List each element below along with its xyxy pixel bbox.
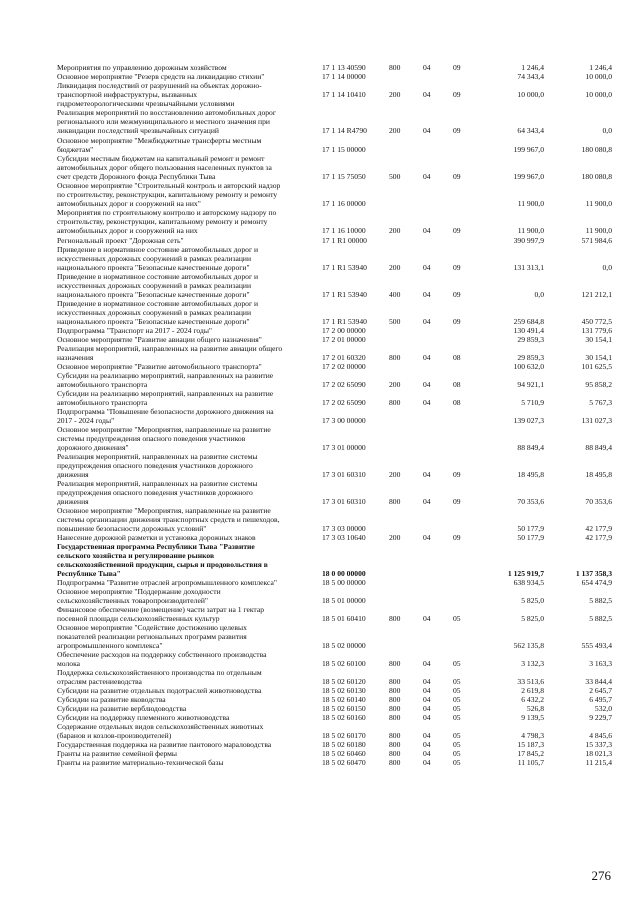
- amount-year-1: 562 135,8: [513, 641, 544, 650]
- subsection-code: 05: [453, 740, 461, 749]
- amount-year-1: 11 900,0: [517, 226, 544, 235]
- amount-year-2: 1 246,4: [589, 63, 612, 72]
- amount-year-2: 4 845,6: [589, 731, 612, 740]
- amount-year-2: 5 882,5: [589, 614, 612, 623]
- row-name: Обеспечение расходов на поддержку собственного производства молока: [57, 650, 267, 668]
- subsection-code: 05: [453, 614, 461, 623]
- row-name: Гранты на развитие семейной фермы: [57, 749, 178, 758]
- section-code: 04: [423, 380, 431, 389]
- row-name: Приведение в нормативное состояние автомобильных дорог и искусственных дорожных сооружений в рамках реализации национального проекта "Безопасные качественные дороги": [57, 299, 259, 326]
- target-article-code: 18 5 01 60410: [322, 614, 366, 623]
- amount-year-1: 526,8: [526, 704, 544, 713]
- amount-year-1: 9 139,5: [521, 713, 544, 722]
- row-name: Государственная поддержка на развитие пантового мараловодства: [57, 740, 272, 749]
- subsection-code: 05: [453, 686, 461, 695]
- row-name: Субсидии на развитие отдельных подотраслей животноводства: [57, 686, 262, 695]
- amount-year-2: 70 353,6: [585, 497, 612, 506]
- section-code: 04: [423, 614, 431, 623]
- target-article-code: 18 5 02 60460: [322, 749, 366, 758]
- amount-year-1: 17 845,2: [517, 749, 544, 758]
- amount-year-1: 70 353,6: [517, 497, 544, 506]
- target-article-code: 17 1 14 10410: [322, 90, 366, 99]
- subsection-code: 09: [453, 290, 461, 299]
- expense-type-code: 800: [389, 614, 401, 623]
- amount-year-1: 259 684,8: [513, 317, 544, 326]
- target-article-code: 18 5 02 60150: [322, 704, 366, 713]
- expense-type-code: 800: [389, 398, 401, 407]
- expense-type-code: 500: [389, 172, 401, 181]
- amount-year-2: 10 000,0: [585, 90, 612, 99]
- section-code: 04: [423, 126, 431, 135]
- row-name: Субсидии местным бюджетам на капитальный ремонт и ремонт автомобильных дорог общего пользования населенных пунктов за счет средств Дорожного фонда Республики Тыва: [57, 154, 272, 181]
- expense-type-code: 800: [389, 686, 401, 695]
- amount-year-1: 100 632,0: [513, 362, 544, 371]
- amount-year-2: 0,0: [602, 263, 612, 272]
- row-name: Подпрограмма "Развитие отраслей агропромышленного комплекса": [57, 578, 277, 587]
- row-name: Финансовое обеспечение (возмещение) части затрат на 1 гектар посевной площади сельскохозяйственных культур: [57, 605, 265, 623]
- amount-year-2: 180 080,8: [581, 172, 612, 181]
- amount-year-1: 199 967,0: [513, 172, 544, 181]
- amount-year-2: 33 844,4: [585, 677, 612, 686]
- amount-year-1: 1 246,4: [521, 63, 544, 72]
- subsection-code: 05: [453, 659, 461, 668]
- row-name: Реализация мероприятий, направленных на развитие системы предупреждения опасного поведения участников дорожного движения: [57, 452, 258, 479]
- amount-year-1: 130 491,4: [513, 326, 544, 335]
- section-code: 04: [423, 740, 431, 749]
- row-name: Основное мероприятие "Межбюджетные трансферты местным бюджетам": [57, 136, 262, 154]
- target-article-code: 17 1 14 00000: [322, 72, 366, 81]
- amount-year-2: 131 027,3: [581, 416, 612, 425]
- subsection-code: 09: [453, 226, 461, 235]
- section-code: 04: [423, 695, 431, 704]
- section-code: 04: [423, 497, 431, 506]
- amount-year-2: 3 163,3: [589, 659, 612, 668]
- target-article-code: 17 1 R1 00000: [322, 236, 367, 245]
- amount-year-2: 30 154,1: [585, 335, 612, 344]
- expense-type-code: 800: [389, 740, 401, 749]
- amount-year-2: 95 858,2: [585, 380, 612, 389]
- amount-year-1: 15 187,3: [517, 740, 544, 749]
- expense-type-code: 800: [389, 731, 401, 740]
- subsection-code: 09: [453, 263, 461, 272]
- target-article-code: 17 2 00 00000: [322, 326, 366, 335]
- amount-year-1: 64 343,4: [517, 126, 544, 135]
- amount-year-2: 42 177,9: [585, 524, 612, 533]
- amount-year-2: 30 154,1: [585, 353, 612, 362]
- row-name: Нанесение дорожной разметки и установка дорожных знаков: [57, 533, 256, 542]
- row-name: Гранты на развитие материально-технической базы: [57, 758, 224, 767]
- section-code: 04: [423, 353, 431, 362]
- row-name: Содержание отдельных видов сельскохозяйственных животных (баранов и козлов-производителей): [57, 722, 264, 740]
- amount-year-2: 180 080,8: [581, 145, 612, 154]
- target-article-code: 18 5 02 00000: [322, 641, 366, 650]
- target-article-code: 18 5 01 00000: [322, 596, 366, 605]
- subsection-code: 05: [453, 758, 461, 767]
- amount-year-2: 121 212,1: [581, 290, 612, 299]
- target-article-code: 18 5 02 60170: [322, 731, 366, 740]
- expense-type-code: 200: [389, 90, 401, 99]
- amount-year-1: 5 825,0: [521, 614, 544, 623]
- amount-year-1: 4 798,3: [521, 731, 544, 740]
- amount-year-1: 33 513,6: [517, 677, 544, 686]
- amount-year-2: 532,0: [594, 704, 612, 713]
- amount-year-1: 50 177,9: [517, 533, 544, 542]
- target-article-code: 17 1 16 00000: [322, 199, 366, 208]
- target-article-code: 17 3 03 00000: [322, 524, 366, 533]
- section-code: 04: [423, 317, 431, 326]
- expense-type-code: 200: [389, 533, 401, 542]
- amount-year-1: 638 934,5: [513, 578, 544, 587]
- expense-type-code: 400: [389, 290, 401, 299]
- target-article-code: 17 2 02 00000: [322, 362, 366, 371]
- expense-type-code: 200: [389, 226, 401, 235]
- target-article-code: 17 3 00 00000: [322, 416, 366, 425]
- amount-year-2: 11 900,0: [585, 199, 612, 208]
- row-name: Подпрограмма "Повышение безопасности дорожного движения на 2017 - 2024 годы": [57, 407, 274, 425]
- amount-year-1: 3 132,3: [521, 659, 544, 668]
- target-article-code: 17 3 01 60310: [322, 470, 366, 479]
- row-name: Основное мероприятие "Развитие автомобильного транспорта": [57, 362, 262, 371]
- target-article-code: 17 3 01 60310: [322, 497, 366, 506]
- row-name: Основное мероприятие "Поддержание доходности сельскохозяйственных товаропроизводителей": [57, 587, 221, 605]
- expense-type-code: 800: [389, 677, 401, 686]
- amount-year-1: 131 313,1: [513, 263, 544, 272]
- section-code: 04: [423, 533, 431, 542]
- amount-year-1: 199 967,0: [513, 145, 544, 154]
- amount-year-2: 1 137 358,3: [575, 569, 612, 578]
- amount-year-1: 139 027,3: [513, 416, 544, 425]
- section-code: 04: [423, 290, 431, 299]
- row-name: Подпрограмма "Транспорт на 2017 - 2024 годы": [57, 326, 213, 335]
- expense-type-code: 200: [389, 470, 401, 479]
- target-article-code: 18 5 02 60100: [322, 659, 366, 668]
- amount-year-1: 11 900,0: [517, 199, 544, 208]
- target-article-code: 17 1 16 10000: [322, 226, 366, 235]
- section-code: 04: [423, 398, 431, 407]
- target-article-code: 18 5 02 60120: [322, 677, 366, 686]
- subsection-code: 08: [453, 380, 461, 389]
- target-article-code: 18 5 02 60130: [322, 686, 366, 695]
- target-article-code: 17 1 13 40590: [322, 63, 366, 72]
- amount-year-2: 6 495,7: [589, 695, 612, 704]
- amount-year-1: 390 997,9: [513, 236, 544, 245]
- target-article-code: 18 5 02 60160: [322, 713, 366, 722]
- row-name: Поддержка сельскохозяйственного производства по отдельным отраслям растениеводства: [57, 668, 262, 686]
- amount-year-1: 50 177,9: [517, 524, 544, 533]
- subsection-code: 09: [453, 172, 461, 181]
- row-name: Субсидии на реализацию мероприятий, направленных на развитие автомобильного транспорта: [57, 389, 274, 407]
- expense-type-code: 800: [389, 758, 401, 767]
- amount-year-1: 1 125 919,7: [507, 569, 544, 578]
- target-article-code: 17 1 R1 53940: [322, 263, 367, 272]
- amount-year-1: 94 921,1: [517, 380, 544, 389]
- amount-year-1: 88 849,4: [517, 443, 544, 452]
- section-code: 04: [423, 470, 431, 479]
- amount-year-2: 42 177,9: [585, 533, 612, 542]
- row-name: Реализация мероприятий по восстановлению автомобильных дорог регионального или межмуниципального и местного значения при ликвидации последствий чрезвычайных ситуаций: [57, 108, 276, 135]
- section-code: 04: [423, 686, 431, 695]
- row-name: Основное мероприятие "Содействие достижению целевых показателей реализации региональных программ развития агропромышленного комплекса": [57, 623, 247, 650]
- amount-year-2: 5 882,5: [589, 596, 612, 605]
- amount-year-2: 11 900,0: [585, 226, 612, 235]
- amount-year-1: 2 619,8: [521, 686, 544, 695]
- section-code: 04: [423, 713, 431, 722]
- amount-year-2: 10 000,0: [585, 72, 612, 81]
- section-code: 04: [423, 172, 431, 181]
- row-name: Мероприятия по строительному контролю и авторскому надзору по строительству, реконструкции, капитальному ремонту и ремонту автомобильных дорог и сооружений на них: [57, 208, 277, 235]
- target-article-code: 18 5 00 00000: [322, 578, 366, 587]
- target-article-code: 18 0 00 00000: [322, 569, 366, 578]
- subsection-code: 09: [453, 90, 461, 99]
- target-article-code: 17 2 01 60320: [322, 353, 366, 362]
- target-article-code: 18 5 02 60140: [322, 695, 366, 704]
- section-code: 04: [423, 758, 431, 767]
- row-name: Основное мероприятие "Мероприятия, направленные на развитие системы организации движения транспортных средств и пешеходов, повышение безопасности дорожных условий": [57, 506, 280, 533]
- subsection-code: 09: [453, 533, 461, 542]
- expense-type-code: 800: [389, 695, 401, 704]
- expense-type-code: 800: [389, 497, 401, 506]
- target-article-code: 17 2 02 65090: [322, 380, 366, 389]
- expense-type-code: 800: [389, 63, 401, 72]
- target-article-code: 18 5 02 60180: [322, 740, 366, 749]
- amount-year-2: 2 645,7: [589, 686, 612, 695]
- expense-type-code: 800: [389, 659, 401, 668]
- amount-year-2: 0,0: [602, 126, 612, 135]
- amount-year-1: 5 710,9: [521, 398, 544, 407]
- amount-year-2: 131 779,6: [581, 326, 612, 335]
- expense-type-code: 200: [389, 126, 401, 135]
- target-article-code: 17 1 R1 53940: [322, 290, 367, 299]
- row-name: Основное мероприятие "Развитие авиации общего назначения": [57, 335, 262, 344]
- row-name: Субсидии на поддержку племенного животноводства: [57, 713, 230, 722]
- amount-year-2: 11 215,4: [585, 758, 612, 767]
- amount-year-2: 654 474,9: [581, 578, 612, 587]
- amount-year-2: 101 625,5: [581, 362, 612, 371]
- subsection-code: 05: [453, 749, 461, 758]
- section-code: 04: [423, 749, 431, 758]
- expense-type-code: 800: [389, 713, 401, 722]
- subsection-code: 09: [453, 470, 461, 479]
- subsection-code: 05: [453, 731, 461, 740]
- expense-type-code: 200: [389, 263, 401, 272]
- subsection-code: 09: [453, 126, 461, 135]
- section-code: 04: [423, 90, 431, 99]
- amount-year-1: 6 432,2: [521, 695, 544, 704]
- subsection-code: 09: [453, 317, 461, 326]
- amount-year-2: 5 767,3: [589, 398, 612, 407]
- row-name: Основное мероприятие "Строительный контроль и авторский надзор по строительству, реконструкции, капитальному ремонту и ремонту автомобильных дорог и сооружений на них": [57, 181, 281, 208]
- section-code: 04: [423, 226, 431, 235]
- expense-type-code: 800: [389, 704, 401, 713]
- amount-year-2: 571 984,6: [581, 236, 612, 245]
- amount-year-1: 29 859,3: [517, 335, 544, 344]
- amount-year-2: 450 772,5: [581, 317, 612, 326]
- subsection-code: 08: [453, 353, 461, 362]
- amount-year-1: 11 105,7: [517, 758, 544, 767]
- section-code: 04: [423, 263, 431, 272]
- target-article-code: 17 1 14 R4790: [322, 126, 367, 135]
- target-article-code: 17 1 15 75050: [322, 172, 366, 181]
- target-article-code: 17 3 01 00000: [322, 443, 366, 452]
- row-name: Реализация мероприятий, направленных на развитие системы предупреждения опасного поведения участников дорожного движения: [57, 479, 258, 506]
- row-name: Приведение в нормативное состояние автомобильных дорог и искусственных дорожных сооружений в рамках реализации национального проекта "Безопасные качественные дороги": [57, 245, 259, 272]
- subsection-code: 05: [453, 695, 461, 704]
- amount-year-1: 29 859,3: [517, 353, 544, 362]
- subsection-code: 08: [453, 398, 461, 407]
- row-name: Ликвидация последствий от разрушений на объектах дорожно- транспортной инфраструктуры, вызванных гидрометеорологическими чрезвычайными условиями: [57, 81, 262, 108]
- subsection-code: 09: [453, 497, 461, 506]
- amount-year-2: 18 495,8: [585, 470, 612, 479]
- amount-year-1: 5 825,0: [521, 596, 544, 605]
- row-name: Приведение в нормативное состояние автомобильных дорог и искусственных дорожных сооружений в рамках реализации национального проекта "Безопасные качественные дороги": [57, 272, 259, 299]
- amount-year-2: 15 337,3: [585, 740, 612, 749]
- row-name: Субсидии на развитие яководства: [57, 695, 166, 704]
- row-name: Мероприятия по управлению дорожным хозяйством: [57, 63, 227, 72]
- row-name: Реализация мероприятий, направленных на развитие авиации общего назначения: [57, 344, 283, 362]
- amount-year-2: 555 493,4: [581, 641, 612, 650]
- subsection-code: 09: [453, 63, 461, 72]
- amount-year-1: 0,0: [534, 290, 544, 299]
- subsection-code: 05: [453, 677, 461, 686]
- target-article-code: 17 2 01 00000: [322, 335, 366, 344]
- target-article-code: 18 5 02 60470: [322, 758, 366, 767]
- subsection-code: 05: [453, 713, 461, 722]
- target-article-code: 17 2 02 65090: [322, 398, 366, 407]
- expense-type-code: 200: [389, 380, 401, 389]
- amount-year-1: 18 495,8: [517, 470, 544, 479]
- row-name: Основное мероприятие "Мероприятия, направленные на развитие системы предупреждения опасного поведения участников дорожного движения": [57, 425, 271, 452]
- expense-type-code: 800: [389, 749, 401, 758]
- amount-year-1: 10 000,0: [517, 90, 544, 99]
- expense-type-code: 800: [389, 353, 401, 362]
- amount-year-2: 18 021,3: [585, 749, 612, 758]
- expense-type-code: 500: [389, 317, 401, 326]
- row-name: Основное мероприятие "Резерв средств на ликвидацию стихии": [57, 72, 265, 81]
- subsection-code: 05: [453, 704, 461, 713]
- row-name: Субсидии на развитие верблюдоводства: [57, 704, 187, 713]
- target-article-code: 17 1 15 00000: [322, 145, 366, 154]
- row-name: Региональный проект "Дорожная сеть": [57, 236, 184, 245]
- section-code: 04: [423, 659, 431, 668]
- row-name: Государственная программа Республики Тыва "Развитие сельского хозяйства и регулирование рынков сельскохозяйственной продукции, сырья и продовольствия в Республике Тыва": [57, 542, 268, 578]
- section-code: 04: [423, 677, 431, 686]
- section-code: 04: [423, 63, 431, 72]
- section-code: 04: [423, 704, 431, 713]
- section-code: 04: [423, 731, 431, 740]
- row-name: Субсидии на реализацию мероприятий, направленных на развитие автомобильного транспорта: [57, 371, 274, 389]
- target-article-code: 17 3 03 10640: [322, 533, 366, 542]
- amount-year-2: 9 229,7: [589, 713, 612, 722]
- amount-year-2: 88 849,4: [585, 443, 612, 452]
- page-number: 276: [591, 868, 611, 883]
- target-article-code: 17 1 R1 53940: [322, 317, 367, 326]
- amount-year-1: 74 343,4: [517, 72, 544, 81]
